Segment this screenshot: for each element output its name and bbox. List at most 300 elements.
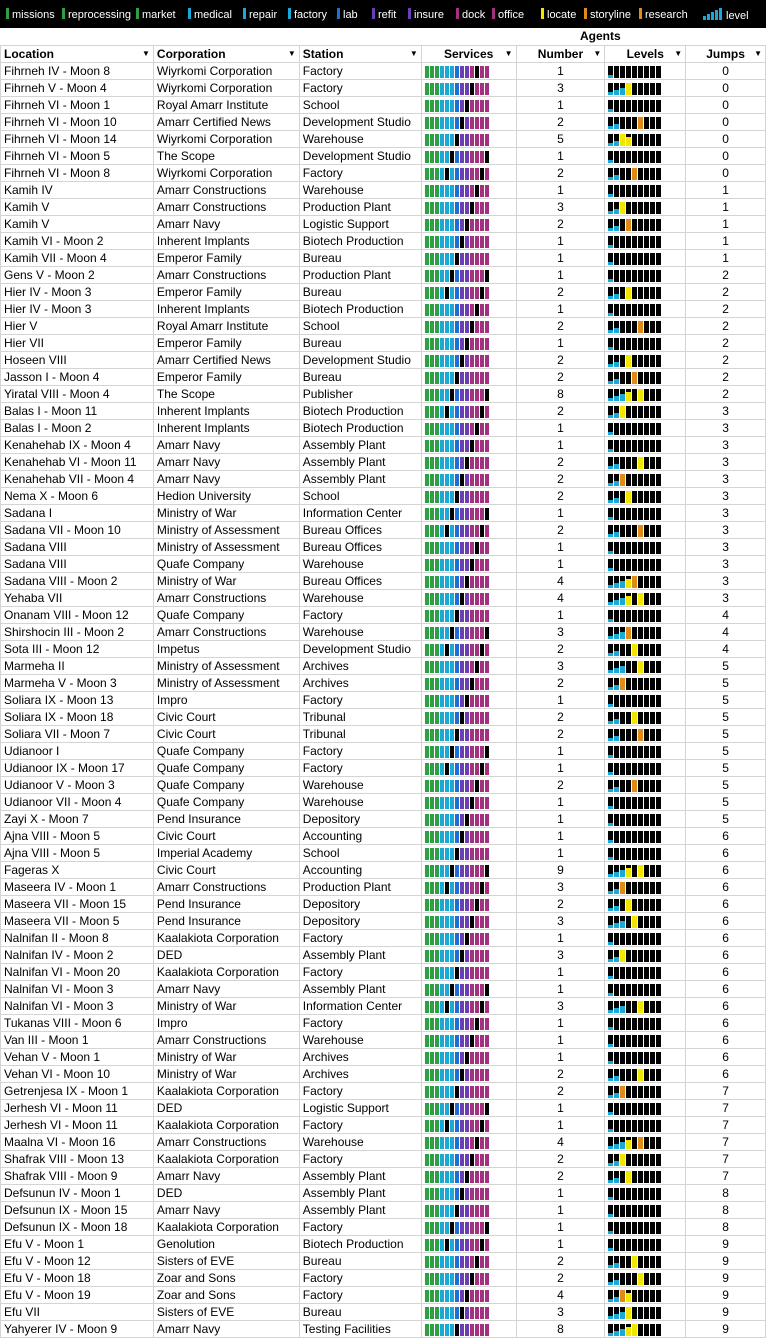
levels-bar-icon xyxy=(608,83,685,95)
table-row[interactable] xyxy=(1,1287,766,1304)
services-cell xyxy=(421,913,516,930)
levels-bar-icon xyxy=(608,899,685,911)
table-row[interactable] xyxy=(1,454,766,471)
services-legend xyxy=(0,0,766,28)
levels-bar-icon xyxy=(608,610,685,622)
location-cell: Kamih V xyxy=(1,216,154,233)
location-cell: Getrenjesa IX - Moon 1 xyxy=(1,1083,154,1100)
table-row[interactable] xyxy=(1,522,766,539)
table-row[interactable] xyxy=(1,862,766,879)
services-cell xyxy=(421,556,516,573)
location-cell: Hier IV - Moon 3 xyxy=(1,301,154,318)
table-row[interactable] xyxy=(1,709,766,726)
levels-bar-icon xyxy=(608,508,685,520)
levels-cell xyxy=(605,335,686,352)
table-row[interactable] xyxy=(1,692,766,709)
legend-swatch-icon xyxy=(639,8,642,19)
jumps-cell: 1 xyxy=(686,182,766,199)
services-bar-icon xyxy=(425,1256,516,1268)
table-row[interactable] xyxy=(1,1185,766,1202)
table-row[interactable] xyxy=(1,1321,766,1338)
levels-cell xyxy=(605,471,686,488)
corporation-cell: Kaalakiota Corporation xyxy=(153,930,299,947)
table-row[interactable] xyxy=(1,352,766,369)
table-row[interactable] xyxy=(1,250,766,267)
jumps-cell: 6 xyxy=(686,1032,766,1049)
station-cell: Assembly Plant xyxy=(299,454,421,471)
table-row[interactable] xyxy=(1,964,766,981)
levels-bar-icon xyxy=(608,729,685,741)
location-cell: Hoseen VIII xyxy=(1,352,154,369)
table-row[interactable] xyxy=(1,1032,766,1049)
levels-bar-icon xyxy=(608,525,685,537)
table-row[interactable] xyxy=(1,794,766,811)
levels-bar-icon xyxy=(608,100,685,112)
location-cell: Marmeha II xyxy=(1,658,154,675)
table-row[interactable] xyxy=(1,1304,766,1321)
station-filter-icon[interactable]: ▼ xyxy=(409,49,418,58)
location-cell: Nalnifan IV - Moon 2 xyxy=(1,947,154,964)
services-bar-icon xyxy=(425,423,516,435)
corporation-cell: Hedion University xyxy=(153,488,299,505)
services-cell xyxy=(421,879,516,896)
services-bar-icon xyxy=(425,746,516,758)
levels-filter-icon[interactable]: ▼ xyxy=(674,49,683,58)
jumps-cell: 3 xyxy=(686,590,766,607)
station-cell: Factory xyxy=(299,1151,421,1168)
legend-label: reprocessing xyxy=(68,9,131,21)
jumps-header[interactable] xyxy=(686,46,766,63)
number-cell: 1 xyxy=(516,182,605,199)
station-cell: Bureau xyxy=(299,284,421,301)
location-cell: Hier IV - Moon 3 xyxy=(1,284,154,301)
number-cell: 1 xyxy=(516,63,605,80)
levels-bar-icon xyxy=(608,678,685,690)
levels-bar-icon xyxy=(608,661,685,673)
services-bar-icon xyxy=(425,1120,516,1132)
number-cell: 8 xyxy=(516,386,605,403)
services-bar-icon xyxy=(425,899,516,911)
table-row[interactable] xyxy=(1,641,766,658)
levels-cell xyxy=(605,1032,686,1049)
station-cell: Factory xyxy=(299,743,421,760)
number-filter-icon[interactable]: ▼ xyxy=(593,49,602,58)
location-cell: Efu V - Moon 12 xyxy=(1,1253,154,1270)
table-row[interactable] xyxy=(1,335,766,352)
levels-bar-icon xyxy=(608,491,685,503)
legend-item-repair xyxy=(243,8,277,22)
services-cell xyxy=(421,335,516,352)
table-row[interactable] xyxy=(1,471,766,488)
table-row[interactable] xyxy=(1,573,766,590)
table-row[interactable] xyxy=(1,845,766,862)
jumps-cell: 9 xyxy=(686,1287,766,1304)
location-cell: Fihrneh IV - Moon 8 xyxy=(1,63,154,80)
number-cell: 2 xyxy=(516,471,605,488)
corporation-cell: Royal Amarr Institute xyxy=(153,318,299,335)
location-cell: Sadana I xyxy=(1,505,154,522)
table-row[interactable] xyxy=(1,981,766,998)
number-cell: 1 xyxy=(516,437,605,454)
table-row[interactable] xyxy=(1,879,766,896)
services-cell xyxy=(421,1287,516,1304)
corporation-cell: Civic Court xyxy=(153,862,299,879)
station-header[interactable] xyxy=(299,46,421,63)
station-cell: Tribunal xyxy=(299,709,421,726)
location-cell: Udianoor VII - Moon 4 xyxy=(1,794,154,811)
legend-item-market xyxy=(136,8,176,22)
jumps-cell: 5 xyxy=(686,692,766,709)
services-cell xyxy=(421,1253,516,1270)
jumps-cell: 6 xyxy=(686,947,766,964)
table-row[interactable] xyxy=(1,1117,766,1134)
services-bar-icon xyxy=(425,440,516,452)
station-cell: Assembly Plant xyxy=(299,981,421,998)
levels-cell xyxy=(605,913,686,930)
table-row[interactable] xyxy=(1,760,766,777)
table-row[interactable] xyxy=(1,675,766,692)
location-cell: Fageras X xyxy=(1,862,154,879)
services-cell xyxy=(421,1015,516,1032)
corporation-cell: Emperor Family xyxy=(153,369,299,386)
table-row[interactable] xyxy=(1,624,766,641)
corporation-cell: Ministry of Assessment xyxy=(153,539,299,556)
table-row[interactable] xyxy=(1,301,766,318)
table-row[interactable] xyxy=(1,148,766,165)
station-cell: Assembly Plant xyxy=(299,437,421,454)
table-row[interactable] xyxy=(1,1168,766,1185)
legend-item-factory xyxy=(288,8,327,22)
levels-cell xyxy=(605,556,686,573)
jumps-cell: 3 xyxy=(686,505,766,522)
jumps-cell: 3 xyxy=(686,573,766,590)
levels-bar-icon xyxy=(608,967,685,979)
table-row[interactable] xyxy=(1,199,766,216)
table-row[interactable] xyxy=(1,216,766,233)
table-row[interactable] xyxy=(1,505,766,522)
location-filter-icon[interactable]: ▼ xyxy=(141,49,150,58)
levels-header[interactable] xyxy=(605,46,686,63)
location-cell: Fihrneh VI - Moon 1 xyxy=(1,97,154,114)
jumps-cell: 8 xyxy=(686,1219,766,1236)
levels-cell xyxy=(605,794,686,811)
levels-cell xyxy=(605,1168,686,1185)
levels-cell xyxy=(605,301,686,318)
services-bar-icon xyxy=(425,508,516,520)
levels-bar-icon xyxy=(608,746,685,758)
table-row[interactable] xyxy=(1,828,766,845)
services-bar-icon xyxy=(425,287,516,299)
number-cell: 9 xyxy=(516,862,605,879)
jumps-cell: 3 xyxy=(686,420,766,437)
levels-cell xyxy=(605,1066,686,1083)
corporation-cell: Imperial Academy xyxy=(153,845,299,862)
station-cell: Development Studio xyxy=(299,352,421,369)
corporation-filter-icon[interactable]: ▼ xyxy=(287,49,296,58)
table-row[interactable] xyxy=(1,1236,766,1253)
levels-cell xyxy=(605,1287,686,1304)
table-row[interactable] xyxy=(1,1015,766,1032)
jumps-cell: 8 xyxy=(686,1185,766,1202)
levels-bar-icon xyxy=(608,559,685,571)
table-row[interactable] xyxy=(1,420,766,437)
table-row[interactable] xyxy=(1,998,766,1015)
table-row[interactable] xyxy=(1,726,766,743)
services-cell xyxy=(421,998,516,1015)
jumps-cell: 4 xyxy=(686,607,766,624)
levels-bar-icon xyxy=(608,117,685,129)
table-row[interactable] xyxy=(1,97,766,114)
jumps-cell: 7 xyxy=(686,1134,766,1151)
corporation-cell: Amarr Navy xyxy=(153,981,299,998)
corporation-cell: Pend Insurance xyxy=(153,811,299,828)
table-row[interactable] xyxy=(1,488,766,505)
services-cell xyxy=(421,488,516,505)
table-row[interactable] xyxy=(1,114,766,131)
levels-cell xyxy=(605,437,686,454)
legend-label: research xyxy=(645,9,688,21)
table-row[interactable] xyxy=(1,1066,766,1083)
station-cell: Factory xyxy=(299,1270,421,1287)
corporation-header[interactable] xyxy=(153,46,299,63)
table-row[interactable] xyxy=(1,267,766,284)
table-row[interactable] xyxy=(1,403,766,420)
services-cell xyxy=(421,454,516,471)
location-cell: Hier VII xyxy=(1,335,154,352)
services-cell xyxy=(421,1083,516,1100)
levels-bar-icon xyxy=(608,933,685,945)
levels-bar-icon xyxy=(608,1290,685,1302)
corporation-cell: Ministry of War xyxy=(153,1066,299,1083)
levels-bar-icon xyxy=(608,474,685,486)
jumps-cell: 5 xyxy=(686,658,766,675)
services-cell xyxy=(421,845,516,862)
table-row[interactable] xyxy=(1,607,766,624)
services-filter-icon[interactable]: ▼ xyxy=(504,49,513,58)
levels-cell xyxy=(605,114,686,131)
location-cell: Vehan V - Moon 1 xyxy=(1,1049,154,1066)
levels-bar-icon xyxy=(608,542,685,554)
services-cell xyxy=(421,1219,516,1236)
services-cell xyxy=(421,964,516,981)
table-row[interactable] xyxy=(1,539,766,556)
jumps-cell: 6 xyxy=(686,879,766,896)
levels-bar-icon xyxy=(608,593,685,605)
station-cell: Bureau xyxy=(299,1253,421,1270)
table-row[interactable] xyxy=(1,437,766,454)
agents-header-row xyxy=(0,28,766,45)
station-cell: Warehouse xyxy=(299,624,421,641)
table-row[interactable] xyxy=(1,896,766,913)
services-bar-icon xyxy=(425,372,516,384)
number-header[interactable] xyxy=(516,46,605,63)
jumps-cell: 0 xyxy=(686,165,766,182)
table-row[interactable] xyxy=(1,165,766,182)
jumps-cell: 2 xyxy=(686,386,766,403)
services-bar-icon xyxy=(425,814,516,826)
station-cell: Production Plant xyxy=(299,879,421,896)
services-bar-icon xyxy=(425,100,516,112)
services-bar-icon xyxy=(425,1137,516,1149)
legend-swatch-icon xyxy=(243,8,246,19)
levels-bar-icon xyxy=(608,763,685,775)
number-cell: 3 xyxy=(516,658,605,675)
number-cell: 2 xyxy=(516,777,605,794)
services-bar-icon xyxy=(425,644,516,656)
corporation-cell: Quafe Company xyxy=(153,607,299,624)
table-row[interactable] xyxy=(1,1049,766,1066)
number-cell: 2 xyxy=(516,454,605,471)
table-row[interactable] xyxy=(1,1134,766,1151)
table-row[interactable] xyxy=(1,1270,766,1287)
corporation-cell: Civic Court xyxy=(153,828,299,845)
corporation-cell: Amarr Navy xyxy=(153,1202,299,1219)
corporation-cell: Emperor Family xyxy=(153,284,299,301)
station-cell: Factory xyxy=(299,165,421,182)
jumps-cell: 2 xyxy=(686,267,766,284)
services-bar-icon xyxy=(425,389,516,401)
table-row[interactable] xyxy=(1,80,766,97)
number-cell: 1 xyxy=(516,148,605,165)
table-row[interactable] xyxy=(1,131,766,148)
station-cell: Tribunal xyxy=(299,726,421,743)
number-cell: 1 xyxy=(516,301,605,318)
number-cell: 1 xyxy=(516,420,605,437)
levels-cell xyxy=(605,726,686,743)
station-cell: Biotech Production xyxy=(299,233,421,250)
jumps-cell: 7 xyxy=(686,1117,766,1134)
jumps-cell: 2 xyxy=(686,369,766,386)
number-cell: 1 xyxy=(516,1100,605,1117)
jumps-cell: 2 xyxy=(686,318,766,335)
levels-bar-icon xyxy=(608,712,685,724)
corporation-cell: Ministry of War xyxy=(153,505,299,522)
table-row[interactable] xyxy=(1,284,766,301)
services-bar-icon xyxy=(425,593,516,605)
table-row[interactable] xyxy=(1,1202,766,1219)
table-row[interactable] xyxy=(1,590,766,607)
station-cell: Depository xyxy=(299,811,421,828)
levels-cell xyxy=(605,1185,686,1202)
table-row[interactable] xyxy=(1,369,766,386)
legend-label: medical xyxy=(194,9,232,21)
levels-bar-icon xyxy=(608,1205,685,1217)
table-row[interactable] xyxy=(1,386,766,403)
legend-label: locate xyxy=(547,9,577,21)
services-cell xyxy=(421,1185,516,1202)
location-cell: Kamih VI - Moon 2 xyxy=(1,233,154,250)
table-row[interactable] xyxy=(1,947,766,964)
levels-cell xyxy=(605,1253,686,1270)
station-cell: Factory xyxy=(299,80,421,97)
corporation-cell: Amarr Constructions xyxy=(153,624,299,641)
legend-item-locate xyxy=(541,8,576,22)
jumps-cell: 3 xyxy=(686,403,766,420)
location-header[interactable] xyxy=(1,46,154,63)
levels-cell xyxy=(605,216,686,233)
jumps-cell: 1 xyxy=(686,199,766,216)
services-bar-icon xyxy=(425,457,516,469)
levels-cell xyxy=(605,284,686,301)
levels-bar-icon xyxy=(608,1137,685,1149)
station-cell: Archives xyxy=(299,1049,421,1066)
services-bar-icon xyxy=(425,865,516,877)
services-cell xyxy=(421,811,516,828)
table-row[interactable] xyxy=(1,233,766,250)
levels-cell xyxy=(605,165,686,182)
stations-table xyxy=(0,45,766,1338)
station-cell: Factory xyxy=(299,964,421,981)
table-row[interactable] xyxy=(1,658,766,675)
location-cell: Nalnifan VI - Moon 20 xyxy=(1,964,154,981)
table-row[interactable] xyxy=(1,743,766,760)
table-row[interactable] xyxy=(1,811,766,828)
jumps-filter-icon[interactable]: ▼ xyxy=(754,49,762,58)
number-cell: 1 xyxy=(516,845,605,862)
table-row[interactable] xyxy=(1,930,766,947)
levels-cell xyxy=(605,760,686,777)
table-row[interactable] xyxy=(1,1100,766,1117)
table-row[interactable] xyxy=(1,913,766,930)
jumps-cell: 3 xyxy=(686,454,766,471)
services-bar-icon xyxy=(425,763,516,775)
services-cell xyxy=(421,1151,516,1168)
services-bar-icon xyxy=(425,1069,516,1081)
number-header-label: Number xyxy=(537,47,584,61)
table-row[interactable] xyxy=(1,182,766,199)
corporation-cell: Wiyrkomi Corporation xyxy=(153,165,299,182)
table-row[interactable] xyxy=(1,1219,766,1236)
table-row[interactable] xyxy=(1,318,766,335)
levels-cell xyxy=(605,80,686,97)
number-cell: 2 xyxy=(516,1253,605,1270)
levels-cell xyxy=(605,420,686,437)
levels-cell xyxy=(605,981,686,998)
table-row[interactable] xyxy=(1,63,766,80)
corporation-cell: Emperor Family xyxy=(153,335,299,352)
table-row[interactable] xyxy=(1,1151,766,1168)
table-row[interactable] xyxy=(1,1083,766,1100)
location-cell: Maseera VII - Moon 5 xyxy=(1,913,154,930)
corporation-cell: Kaalakiota Corporation xyxy=(153,964,299,981)
location-cell: Sadana VIII xyxy=(1,556,154,573)
table-row[interactable] xyxy=(1,556,766,573)
jumps-cell: 5 xyxy=(686,777,766,794)
services-cell xyxy=(421,930,516,947)
number-cell: 5 xyxy=(516,131,605,148)
levels-bar-icon xyxy=(608,440,685,452)
levels-bar-icon xyxy=(608,372,685,384)
station-cell: Publisher xyxy=(299,386,421,403)
number-cell: 1 xyxy=(516,1117,605,1134)
table-row[interactable] xyxy=(1,1253,766,1270)
levels-cell xyxy=(605,862,686,879)
legend-swatch-icon xyxy=(584,8,587,19)
jumps-cell: 5 xyxy=(686,726,766,743)
services-cell xyxy=(421,981,516,998)
services-bar-icon xyxy=(425,83,516,95)
services-header[interactable] xyxy=(421,46,516,63)
table-row[interactable] xyxy=(1,777,766,794)
jumps-cell: 0 xyxy=(686,97,766,114)
number-cell: 2 xyxy=(516,114,605,131)
station-cell: Factory xyxy=(299,607,421,624)
services-cell xyxy=(421,743,516,760)
levels-cell xyxy=(605,267,686,284)
corporation-header-label: Corporation xyxy=(156,47,226,61)
services-bar-icon xyxy=(425,1086,516,1098)
services-bar-icon xyxy=(425,627,516,639)
